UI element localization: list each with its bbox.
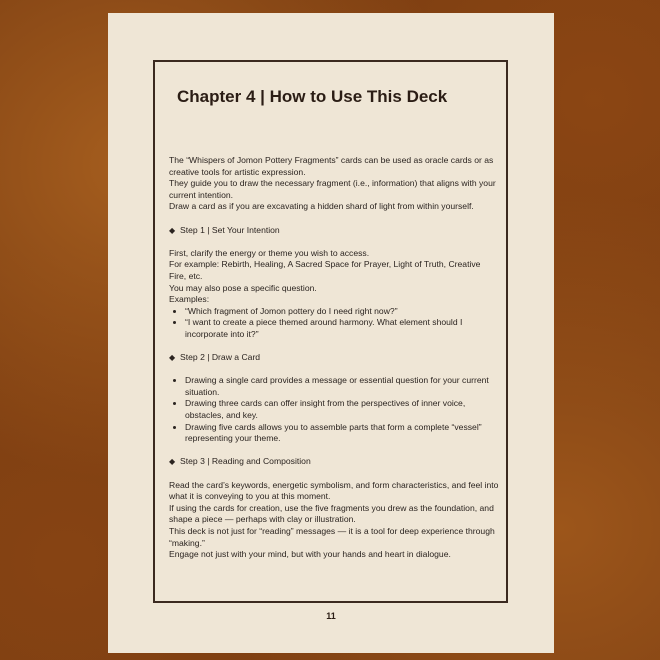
step1-line-3: You may also pose a specific question. xyxy=(169,282,317,293)
book-page xyxy=(108,13,554,653)
step2-heading-text: Step 2 | Draw a Card xyxy=(180,352,261,363)
list-item: • Drawing three cards can offer insight from the perspectives of inner voice, obstacles, and key. xyxy=(185,398,499,421)
step2-list xyxy=(169,375,499,445)
list-item: • Drawing a single card provides a message or essential question for your current situation. xyxy=(185,375,499,398)
step3-line-3: This deck is not just for “reading” messages — it is a tool for deep experience through “making.” xyxy=(169,526,495,548)
page-number: 11 xyxy=(326,611,336,621)
chapter-body xyxy=(169,155,499,561)
chapter-title: Chapter 4 | How to Use This Deck xyxy=(177,87,448,106)
step3-line-4: Engage not just with your mind, but with your hands and heart in dialogue. xyxy=(169,549,451,560)
intro-paragraph-1: The “Whispers of Jomon Pottery Fragments” cards can be used as oracle cards or as creative tools for artistic expression. xyxy=(169,155,494,177)
step3-line-2: If using the cards for creation, use the five fragments you drew as the foundation, and shape a piece — perhaps with clay or illustration. xyxy=(169,502,494,525)
intro-paragraph-2: They guide you to draw the necessary fragment (i.e., information) that aligns with your current intention. xyxy=(169,178,496,200)
step3-line-1: Read the card’s keywords, energetic symbolism, and form characteristics, and feel into what it is conveying to you at this moment. xyxy=(169,479,499,502)
step1-line-4: Examples: xyxy=(169,294,210,305)
step1-heading-text: Step 1 | Set Your Intention xyxy=(180,224,280,235)
step1-line-1: First, clarify the energy or theme you wish to access. xyxy=(169,247,370,258)
step2-heading xyxy=(169,352,499,364)
list-item: • Drawing five cards allows you to assemble parts that form a complete “vessel” representing your theme. xyxy=(185,422,499,445)
page-frame xyxy=(153,60,508,603)
step3-heading-text: Step 3 | Reading and Composition xyxy=(180,456,311,467)
list-item: • “I want to create a piece themed around harmony. What element should I incorporate into it?” xyxy=(185,317,499,340)
intro-paragraph-3: Draw a card as if you are excavating a hidden shard of light from within yourself. xyxy=(169,201,474,212)
step3-heading xyxy=(169,456,499,468)
step1-line-2: For example: Rebirth, Healing, A Sacred Space for Prayer, Light of Truth, Creative Fire, etc. xyxy=(169,259,481,281)
step1-examples-list xyxy=(169,306,499,341)
diamond-bullet-icon: ◆ xyxy=(169,457,176,467)
diamond-bullet-icon: ◆ xyxy=(169,353,176,363)
list-item: • “Which fragment of Jomon pottery do I need right now?” xyxy=(185,306,499,318)
diamond-bullet-icon: ◆ xyxy=(169,225,176,235)
step1-heading xyxy=(169,225,499,237)
